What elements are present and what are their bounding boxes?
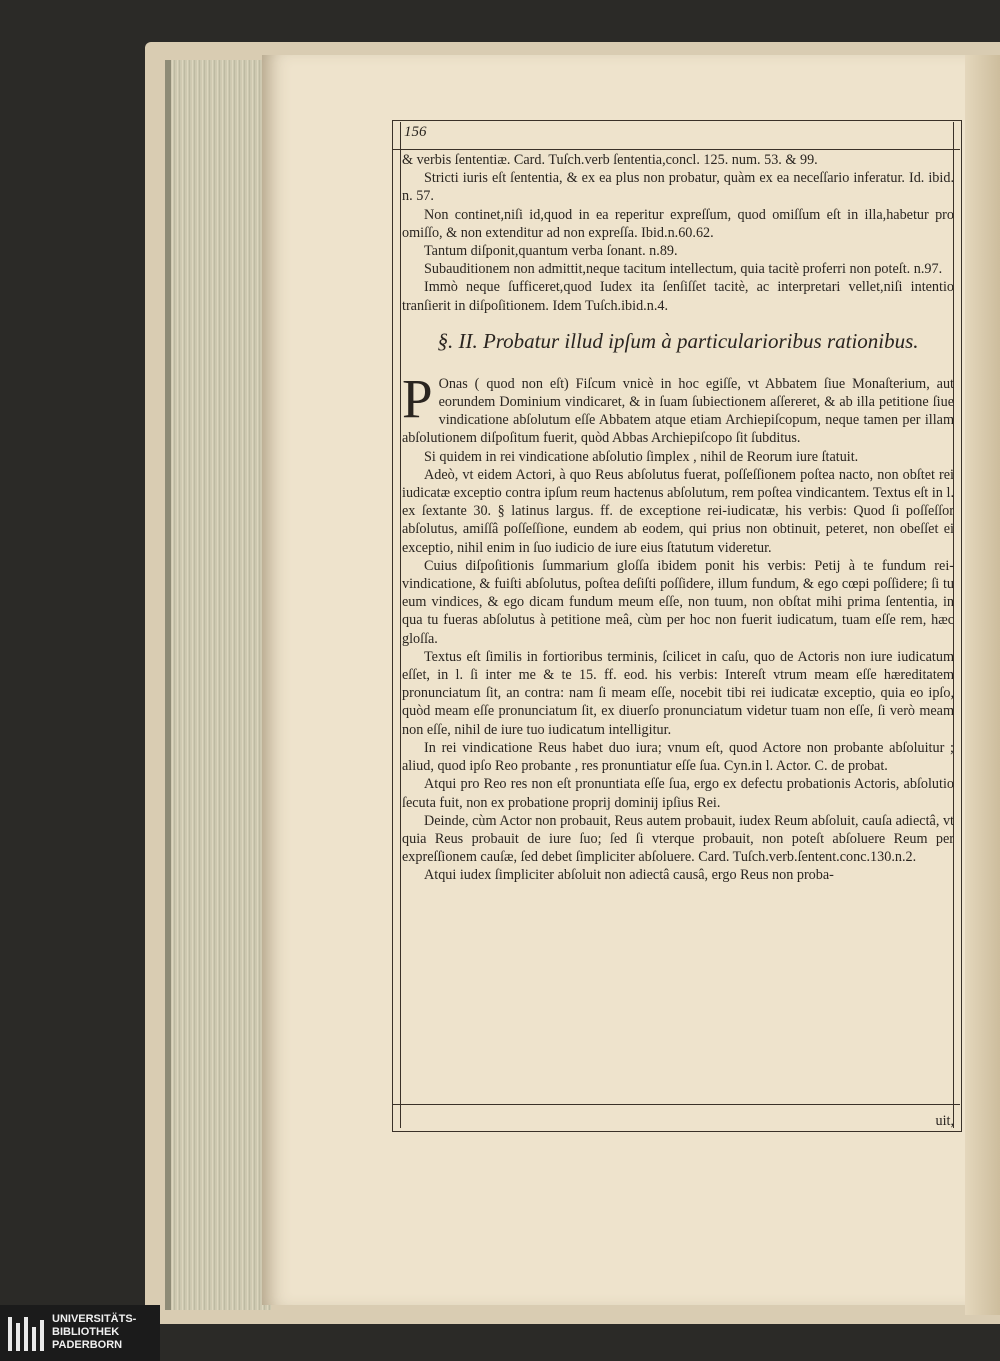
catchword-row xyxy=(402,1112,954,1130)
paragraph: In rei vindicatione Reus habet duo iura; vnum eſt, quod Actore non probante abſoluitur ; aliud, quod ipſo Reo probante , res pronuntiatur eſſe ſua. Cyn.in l. Actor. C. de probat. xyxy=(402,739,954,775)
text-line: Immò neque ſufficeret,quod Iudex ita ſenſiſſet tacitè, ac interpretari vellet,niſi intentio tranſierit in diſpoſitionem. Idem Tuſch.ibid.n.4. xyxy=(402,279,954,314)
paragraph xyxy=(402,367,954,448)
page-gutter xyxy=(965,55,1000,1315)
paragraph: Atqui pro Reo res non eſt pronuntiata eſſe ſua, ergo ex defectu probationis Actoris, abſolutio ſecuta fuit, non ex probatione proprij dominij ipſius Rei. xyxy=(402,776,954,811)
page-number: 156 xyxy=(404,124,427,140)
text-line: Stricti iuris eſt ſententia, & ex ea plus non probatur, quàm ex ea neceſſario inferatur. Id. ibid. n. 57. xyxy=(402,170,954,205)
page-edges xyxy=(165,60,271,1310)
library-logo-icon xyxy=(8,1317,44,1351)
footer-rule xyxy=(392,1104,960,1105)
text-line: Subauditionem non admittit,neque tacitum intellectum, quia tacitè proferri non poteſt. n.97. xyxy=(424,261,943,278)
paragraph: Deinde, cùm Actor non probauit, Reus autem probauit, iudex Reum abſoluit, cauſa adiectâ, vt quia Reus probauit de iure ſuo; ſed ſi vterque probauit, non poteſt abſoluere Reum per expreſſionem cauſæ, ſed debet ſimpliciter abſoluere. Card. Tuſch.verb.ſentent.conc.130.n.2. xyxy=(402,812,954,866)
catchword: uit, xyxy=(935,1113,954,1129)
text-line: Non continet,niſi id,quod in ea reperitur expreſſum, quod omiſſum eſt in illa,habetur pro omiſſo, & non extenditur ad non expreſſa. Ibid.n.60.62. xyxy=(402,206,954,241)
paragraph: Atqui iudex ſimpliciter abſoluit non adiectâ causâ, ergo Reus non proba- xyxy=(424,867,834,884)
header-rule xyxy=(392,149,960,150)
section-heading: §. II. Probatur illud ipſum à particularioribus rationibus. xyxy=(437,328,919,353)
paragraph: Si quidem in rei vindicatione abſolutio ſimplex , nihil de Reorum iure ſtatuit. xyxy=(424,448,859,465)
library-logo-text: UNIVERSITÄTS- BIBLIOTHEK PADERBORN xyxy=(52,1313,137,1351)
paragraph: Textus eſt ſimilis in fortioribus terminis, ſcilicet in caſu, quo de Actoris non iure iudicatum eſſet, in l. ſi inter me & te 15. ff. eod. his verbis: Intereſt vtrum meam eſſe hæreditatem pronunciatum ſit, an contra: nam ſi meam eſſe, nocebit tibi rei iudicatæ exceptio, quia eo ipſo, quòd meam eſſe pronunciatum ſit, ex diuerſo pronunciatum videtur tuam non eſſe, ſi verò meam non eſſe, nihil de iure tuo iudicatum intelligitur. xyxy=(402,648,954,738)
text-line: Tantum diſponit,quantum verba ſonant. n.89. xyxy=(424,243,678,260)
paragraph-text: Onas ( quod non eſt) Fiſcum vnicè in hoc egiſſe, vt Abbatem ſiue Monaſterium, aut eorundem Dominium vindicaret, & in ſuam ſubiectionem aſſereret, & ab illa petitione ſiue vindicatione abſolutum eſſe Abbatem atque etiam Archiepiſcopum, neque tamen per illam abſolutionem diſpoſitum fuerit, quòd Abbas Archiepiſcopo ſit ſubditus. xyxy=(402,375,954,447)
drop-cap: P xyxy=(402,367,433,429)
text-line: & verbis ſententiæ. Card. Tuſch.verb ſententia,concl. 125. num. 53. & 99. xyxy=(402,152,818,168)
paragraph: Cuius diſpoſitionis ſummarium gloſſa ibidem ponit his verbis: Petij à te fundum rei-vindicatione, & fuiſti abſolutus, poſtea deſiſti poſſidere, illum fundum, & ego cœpi poſſidere; ſi tu eum vindices, & ego dicam fundum meum eſſe, non tuum, non obſtat mihi prima ſententia, in qua tu fueras abſolutus à petitione meâ, cùm per hoc non fuerit iudicatum, tuam eſſe rem, hæc gloſſa. xyxy=(402,557,954,647)
page-text xyxy=(402,151,954,885)
library-logo xyxy=(0,1305,160,1361)
paragraph: Adeò, vt eidem Actori, à quo Reus abſolutus fuerat, poſſeſſionem poſtea nacto, non obſtet rei iudicatæ exceptio contra ipſum reum hactenus abſolutum, rem poſtea vindicantem. Textus eſt in l. ex ſextante 30. § latinus largus. ff. de exceptione rei-iudicatæ, his verbis: Quod ſi poſſeſſor abſolutus, amiſſâ poſſeſſione, eundem ab eodem, qui prius non obtinuit, peteret, non obeſſet ei exceptio, nihil enim in ſuo iudicio de iure eius ſtatutum videretur. xyxy=(402,466,954,556)
